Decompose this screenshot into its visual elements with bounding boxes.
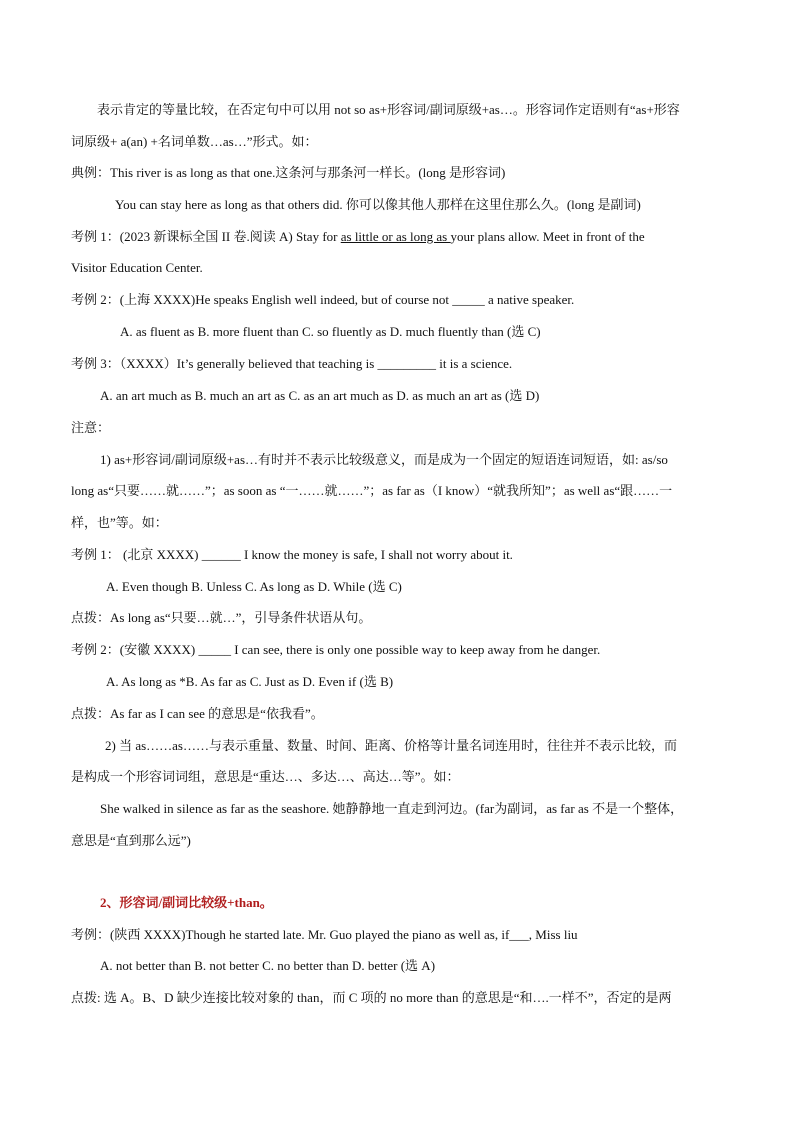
underlined-phrase: as little or as long as bbox=[340, 229, 451, 244]
section-heading: 2、形容词/副词比较级+than。 bbox=[100, 895, 273, 910]
tip-line: 点拨: 选 A。B、D 缺少连接比较对象的 than，而 C 项的 no more than 的意思是“和….一样不”，否定的是两 bbox=[71, 990, 672, 1005]
exam-example-2-options: A. as fluent as B. more fluent than C. so fluently as D. much fluently than (选 C) bbox=[120, 324, 541, 339]
example-line: She walked in silence as far as the seashore. 她静静地一直走到河边。(far为副词，as far as 不是一个整体， bbox=[100, 801, 684, 816]
exam-example-question: 考例：(陕西 XXXX)Though he started late. Mr. Guo played the piano as well as, if___, Miss liu bbox=[71, 927, 578, 942]
paragraph-line: Visitor Education Center. bbox=[71, 260, 203, 275]
exam-example-1-tail: your plans allow. Meet in front of the bbox=[450, 229, 645, 244]
exam-example-question: 考例 1： (北京 XXXX) ______ I know the money is safe, I shall not worry about it. bbox=[71, 547, 513, 562]
paragraph-line: 词原级+ a(an) +名词单数…as…”形式。如： bbox=[71, 134, 318, 149]
exam-example-question: 考例 2：(安徽 XXXX) _____ I can see, there is only one possible way to keep away from he danger. bbox=[71, 642, 601, 657]
tip-line: 点拨：As long as“只要…就…”，引导条件状语从句。 bbox=[71, 610, 372, 625]
paragraph-line: 表示肯定的等量比较，在否定句中可以用 not so as+形容词/副词原级+as…。形容词作定语则有“as+形容 bbox=[97, 102, 680, 117]
exam-example-options: A. Even though B. Unless C. As long as D. While (选 C) bbox=[106, 579, 402, 594]
paragraph-line: long as“只要……就……”；as soon as “一……就……”；as far as（I know）“就我所知”；as well as“跟……一 bbox=[71, 483, 673, 498]
exam-example-1-lead: 考例 1：(2023 新课标全国 II 卷.阅读 A) Stay for bbox=[71, 229, 341, 244]
note-heading: 注意： bbox=[71, 420, 111, 435]
exam-example-3-question: 考例 3：（XXXX）It’s generally believed that teaching is _________ it is a science. bbox=[71, 356, 513, 371]
paragraph-line: 1) as+形容词/副词原级+as…有时并不表示比较级意义，而是成为一个固定的短语连词短语，如: as/so bbox=[100, 452, 668, 467]
tip-line: 点拨：As far as I can see 的意思是“依我看”。 bbox=[71, 706, 324, 721]
paragraph-line: 是构成一个形容词词组，意思是“重达…、多达…、高达…等”。如： bbox=[71, 769, 460, 784]
exam-example-3-options: A. an art much as B. much an art as C. as an art much as D. as much an art as (选 D) bbox=[100, 388, 540, 403]
paragraph-line: 2) 当 as……as……与表示重量、数量、时间、距离、价格等计量名词连用时，往往并不表示比较，而 bbox=[105, 738, 677, 753]
exam-example-1-line bbox=[71, 228, 645, 246]
paragraph-line: 意思是“直到那么远”) bbox=[71, 833, 191, 848]
exam-example-options: A. As long as *B. As far as C. Just as D. Even if (选 B) bbox=[106, 674, 394, 689]
example-line: 典例：This river is as long as that one.这条河与那条河一样长。(long 是形容词) bbox=[71, 165, 506, 180]
example-line: You can stay here as long as that others did. 你可以像其他人那样在这里住那么久。(long 是副词) bbox=[115, 197, 641, 212]
paragraph-line: 样，也”等。如： bbox=[71, 515, 168, 530]
exam-example-2-question: 考例 2：(上海 XXXX)He speaks English well indeed, but of course not _____ a native speaker. bbox=[71, 292, 575, 307]
exam-example-options: A. not better than B. not better C. no better than D. better (选 A) bbox=[100, 958, 436, 973]
